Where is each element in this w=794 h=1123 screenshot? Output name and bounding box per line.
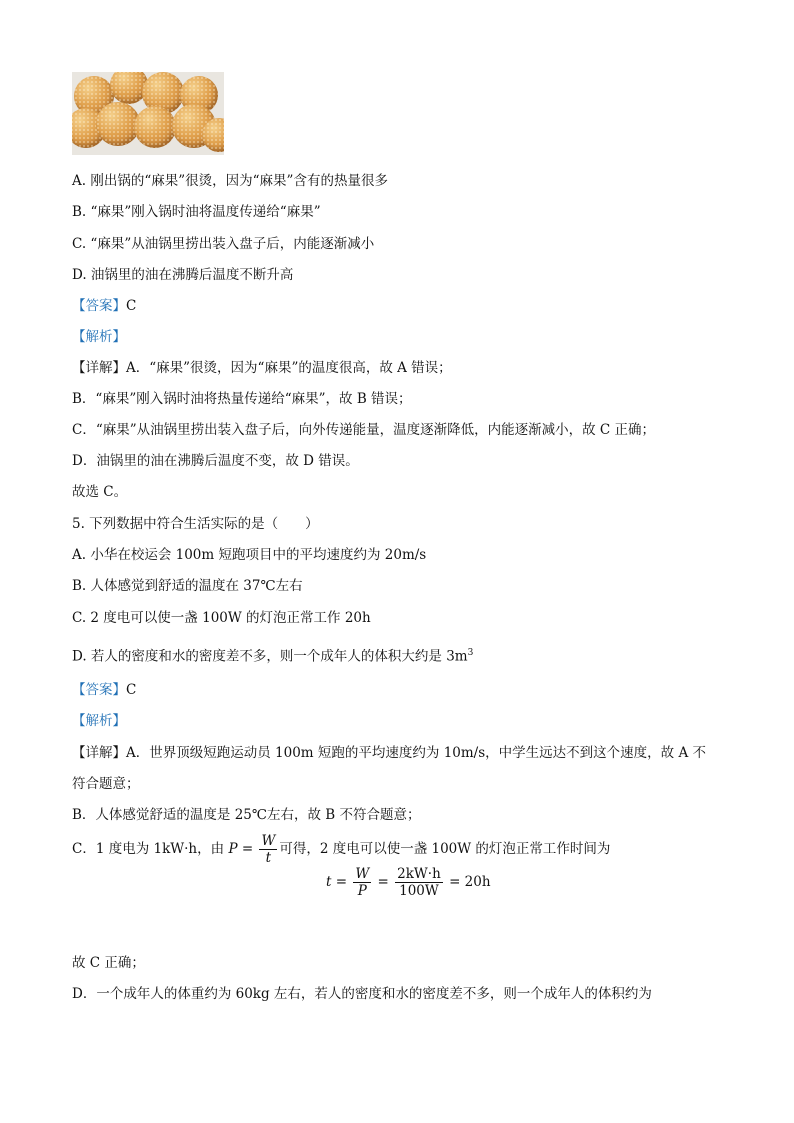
- q5-option-c: C. 2 度电可以使一盏 100W 的灯泡正常工作 20h: [72, 610, 371, 626]
- q5-answer: [72, 681, 136, 699]
- q4-detail-c: C．“麻果”从油锅里捞出装入盘子后，向外传递能量，温度逐渐降低，内能逐渐减小，故 C 正确；: [72, 422, 656, 438]
- q4-option-c: C. “麻果”从油锅里捞出装入盘子后，内能逐渐减小: [72, 236, 375, 252]
- analysis-label: 【解析】: [72, 329, 126, 345]
- q4-option-b: B. “麻果”刚入锅时油将温度传递给“麻果”: [72, 204, 321, 220]
- q4-answer: [72, 297, 136, 315]
- fraction-denominator: 100W: [399, 883, 439, 899]
- fraction-numerator: 2kW·h: [397, 866, 441, 882]
- cubic-superscript: 3: [467, 648, 474, 658]
- sesame-ball: [134, 106, 176, 148]
- q5-analysis-label: [72, 712, 126, 730]
- detail-label: 【详解】: [72, 360, 126, 376]
- q5-detail-a-line2: 符合题意；: [72, 776, 140, 792]
- equals-sign: =: [331, 874, 352, 890]
- equals-sign: =: [237, 841, 258, 857]
- q5-detail-b: B．人体感觉舒适的温度是 25℃左右，故 B 不符合题意；: [72, 807, 421, 823]
- option-d-text: D. 若人的密度和水的密度差不多，则一个成年人的体积大约是 3m: [72, 648, 468, 665]
- power-symbol: P: [228, 841, 238, 857]
- q4-detail-b: B．“麻果”刚入锅时油将热量传递给“麻果”，故 B 错误；: [72, 391, 412, 407]
- answer-label: 【答案】: [72, 682, 126, 698]
- time-symbol: t: [326, 874, 332, 890]
- answer-value: C: [126, 298, 137, 314]
- q5-detail-d: D．一个成年人的体重约为 60kg 左右，若人的密度和水的密度差不多，则一个成年人的体积约为: [72, 986, 652, 1002]
- sesame-ball: [202, 118, 224, 152]
- fraction-numerator: W: [355, 866, 370, 882]
- q5-option-d: [72, 644, 473, 666]
- analysis-label: 【解析】: [72, 713, 126, 729]
- answer-value: C: [126, 682, 137, 698]
- power-formula-fraction: [259, 833, 277, 866]
- sesame-balls-photo: [72, 72, 224, 155]
- answer-label: 【答案】: [72, 298, 126, 314]
- time-formula: [326, 866, 491, 899]
- q5-detail-c: [72, 832, 610, 866]
- q4-analysis-label: [72, 328, 126, 346]
- q5-stem: 5. 下列数据中符合生活实际的是（ ）: [72, 516, 319, 532]
- q5-detail-c-conclusion: 故 C 正确；: [72, 955, 145, 971]
- fraction-denominator: t: [265, 850, 272, 866]
- q4-detail-a: [72, 359, 452, 377]
- q4-conclusion: 故选 C。: [72, 484, 128, 500]
- result: = 20h: [444, 874, 491, 890]
- q5-detail-a-line1: [72, 744, 706, 762]
- value-fraction: [395, 866, 443, 899]
- equals-sign: =: [373, 874, 394, 890]
- work-over-power-fraction: [353, 866, 371, 899]
- q4-option-d: D. 油锅里的油在沸腾后温度不断升高: [72, 267, 294, 283]
- q5-option-a: A. 小华在校运会 100m 短跑项目中的平均速度约为 20m/s: [72, 547, 427, 563]
- detail-c-prefix: C．1 度电为 1kW·h，由: [72, 841, 229, 857]
- fraction-denominator: P: [357, 883, 367, 899]
- detail-text: A．世界顶级短跑运动员 100m 短跑的平均速度约为 10m/s，中学生远达不到这个速度，故 A 不: [126, 745, 706, 761]
- q4-detail-d: D．油锅里的油在沸腾后温度不变，故 D 错误。: [72, 453, 359, 469]
- detail-label: 【详解】: [72, 745, 126, 761]
- fraction-numerator: W: [261, 833, 276, 849]
- detail-c-suffix: 可得，2 度电可以使一盏 100W 的灯泡正常工作时间为: [279, 841, 611, 857]
- q4-option-a: A. 刚出锅的“麻果”很烫，因为“麻果”含有的热量很多: [72, 173, 388, 189]
- q5-option-b: B. 人体感觉到舒适的温度在 37℃左右: [72, 578, 303, 594]
- detail-text: A．“麻果”很烫，因为“麻果”的温度很高，故 A 错误；: [126, 360, 452, 376]
